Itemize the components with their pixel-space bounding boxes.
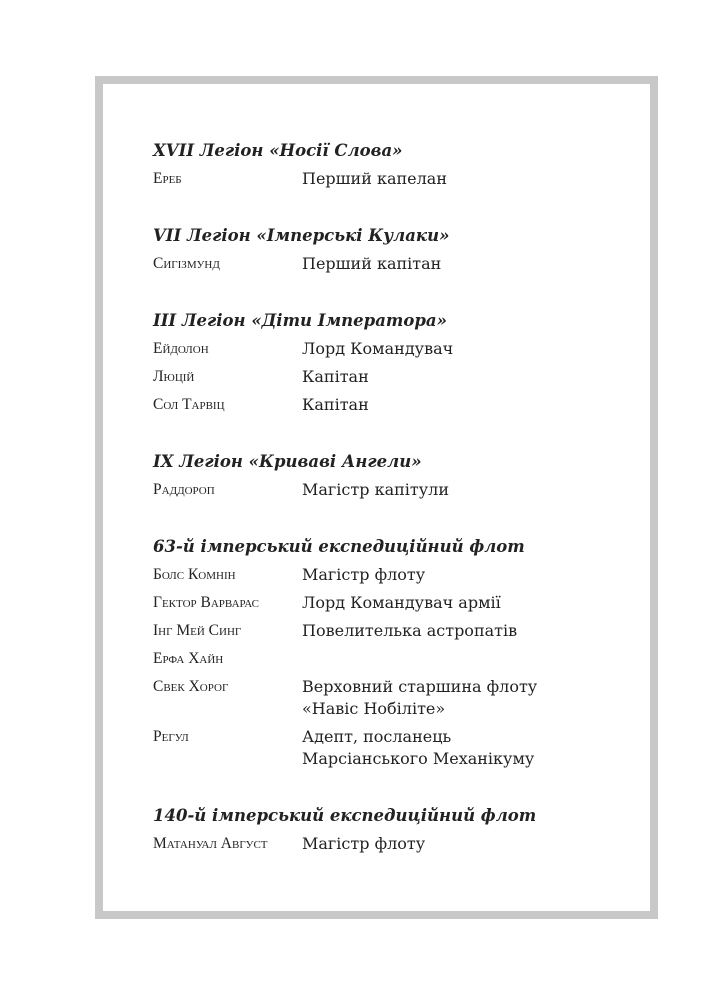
member-role [302, 592, 630, 614]
member-row [153, 620, 630, 642]
member-row [153, 253, 630, 275]
member-role-line: Лорд Командувач армії [302, 593, 501, 612]
member-role [302, 394, 630, 416]
member-row [153, 676, 630, 720]
section [153, 310, 630, 416]
member-role [302, 253, 630, 275]
member-row [153, 394, 630, 416]
page-frame [95, 76, 658, 919]
member-name: Матануал Август [153, 835, 268, 852]
member-name: Ейдолон [153, 340, 209, 357]
section-heading: III Легіон «Діти Імператора» [153, 311, 447, 330]
member-role-line: Капітан [302, 395, 369, 414]
section [153, 536, 630, 770]
member-name: Інг Мей Синг [153, 622, 242, 639]
section-heading: 63-й імперський експедиційний флот [153, 537, 525, 556]
member-name: Свек Хорог [153, 678, 229, 695]
member-role-line: Марсіанського Механікуму [302, 749, 535, 768]
member-row [153, 168, 630, 190]
member-name: Сигізмунд [153, 255, 220, 272]
section-heading: 140-й імперський експедиційний флот [153, 806, 537, 825]
member-role [302, 726, 630, 770]
member-name: Регул [153, 728, 189, 745]
member-name: Гектор Варварас [153, 594, 259, 611]
section [153, 451, 630, 501]
member-role-line: Магістр флоту [302, 565, 426, 584]
member-role [302, 564, 630, 586]
member-role [302, 833, 630, 855]
member-role-line: Повелителька астропатів [302, 621, 518, 640]
member-role-line: Магістр капітули [302, 480, 449, 499]
member-role [302, 366, 630, 388]
member-role-line: Перший капелан [302, 169, 447, 188]
member-name: Сол Тарвіц [153, 396, 225, 413]
member-row [153, 338, 630, 360]
member-role-line: Перший капітан [302, 254, 442, 273]
member-row [153, 833, 630, 855]
member-row [153, 726, 630, 770]
member-role [302, 168, 630, 190]
member-role-line: «Навіс Нобіліте» [302, 699, 446, 718]
section [153, 805, 630, 855]
member-name: Раддороп [153, 481, 215, 498]
section-heading: IX Легіон «Криваві Ангели» [153, 452, 422, 471]
member-role-line: Лорд Командувач [302, 339, 454, 358]
member-role [302, 338, 630, 360]
member-row [153, 592, 630, 614]
member-role-line: Капітан [302, 367, 369, 386]
member-role-line: Адепт, посланець [302, 727, 452, 746]
member-name: Люцій [153, 368, 195, 385]
section-heading: VII Легіон «Імперські Кулаки» [153, 226, 450, 245]
member-row [153, 479, 630, 501]
member-role [302, 676, 630, 720]
member-row [153, 648, 630, 670]
member-name: Ерфа Хайн [153, 650, 224, 667]
dramatis-personae-list [153, 140, 630, 855]
member-role-line: Верховний старшина флоту [302, 677, 538, 696]
member-role [302, 479, 630, 501]
section-heading: XVII Легіон «Носії Слова» [153, 141, 403, 160]
member-row [153, 366, 630, 388]
member-row [153, 564, 630, 586]
member-role [302, 620, 630, 642]
section [153, 225, 630, 275]
member-role-line: Магістр флоту [302, 834, 426, 853]
member-name: Ереб [153, 170, 182, 187]
section [153, 140, 630, 190]
member-name: Болс Комнін [153, 566, 236, 583]
